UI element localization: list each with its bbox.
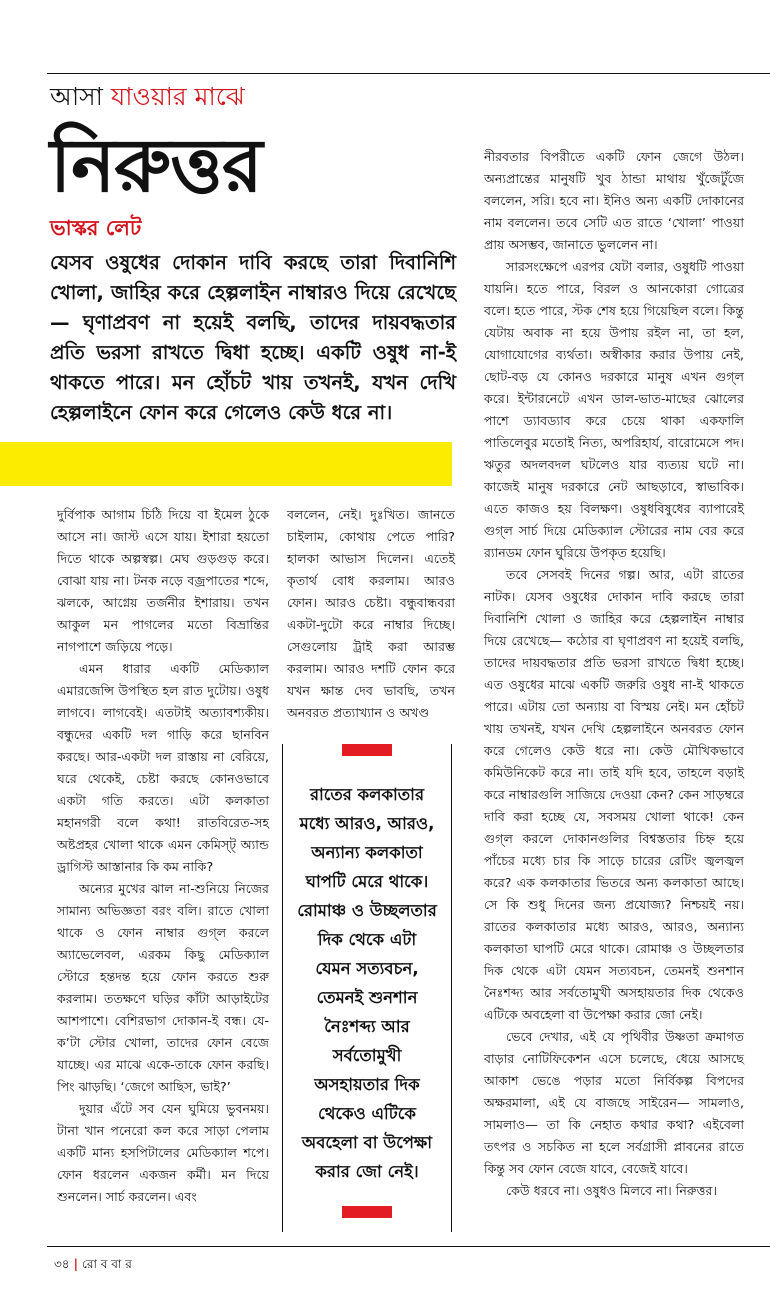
pull-quote-line: রাতের কলকাতার (309, 785, 425, 804)
pull-quote-line: অন্যান্য কলকাতা (311, 843, 423, 862)
paragraph: কেউ ধরবে না। ওষুধও মিলবে না। নিরুত্তর। (506, 1183, 717, 1198)
pull-quote-box (282, 744, 452, 1232)
kicker-red: যাওয়ার মাঝে (110, 82, 245, 111)
paragraph: ভেবে দেখার, এই যে পৃথিবীর উষ্ণতা ক্রমাগত বাড়ার নোটিফিকেশন এসে চলেছে, ধেয়ে আসছে আকাশ ভেঙে পড়ার মতো নির্বিকল্প বিপদের অক্ষরমালা, এই যে বাজছে সাইরেন— সামলাও, সামলাও— তা কি নেহাত কথার কথা? এইবেলা তৎপর ও সচকিত না হলে সর্বগ্রাসী প্লাবনের রাতে কিন্তু সব ফোন বেজে যাবে, বেজেই যাবে। (484, 1029, 744, 1176)
pull-quote-line: তেমনই শুনশান (316, 988, 418, 1007)
page-number: ৩৪ (54, 1257, 70, 1271)
right-area (484, 146, 744, 1202)
pull-quote-line: ঘাপটি মেরে থাকে। (305, 872, 429, 891)
paragraph: দুর্বিপাক আগাম চিঠি দিয়ে বা ইমেল ঠুকে আসে না। জাস্ট এসে যায়। ইশারা হয়তো দিতে থাকে অল্পস্বল্প। মেঘ গুড়গুড় করে। বোঝা যায় না। টনক নড়ে বজ্রপাতের শব্দে, ঝলকে, আগ্নেয় তর্জনীর ইশারায়। তখন আকুল মন পাগলের মতো বিভ্রান্তির নাগপাশে জড়িয়ে পড়ে। (57, 507, 269, 654)
paragraph: এমন ধারার একটি মেডিক্যাল এমারজেন্সি উপস্থিত হল রাত দুটোয়। ওষুধ লাগবে। লাগবেই। এতটাই অত্যাবশ্যকীয়। বন্ধুদের একটি দল গাড়ি করে ছানবিন করছে। আর-একটা দল রাস্তায় না বেরিয়ে, ঘরে থেকেই, চেষ্টা করছে কোনওভাবে একটা গতি করতে। এটা কলকাতা মহানগরী বলে কথা! রাতবিরেত-সহ অষ্টপ্রহর খোলা থাকে এমন কেমিস্ট্‌ অ্যান্ড ড্রাগিস্ট আস্তানার কি কম নাকি? (57, 661, 269, 874)
paragraph: সারসংক্ষেপে এরপর যেটা বলার, ওষুধটি পাওয়া যায়নি। হতে পারে, বিরল ও আনকোরা গোত্রের বলে। হতে পারে, স্টক শেষ হয়ে গিয়েছিল বলে। কিন্তু যেটায় অবাক না হয়ে উপায় রইল না, তা হল, যোগাযোগের ব্যর্থতা। অস্বীকার করার উপায় নেই, ছোট-বড় যে কোনও দরকারে মানুষ এখন গুগ্‌ল করে। ইন্টারনেটে এখন ডাল-ভাত-মাছের ঝোলের পাশে ড্যাবড্যাব করে চেয়ে থাকা একফালি পাতিলেবুর মতোই নিত্য, অপরিহার্য, বারোমেসে পদ। ঋতুর অদলবদল ঘটলেও যার ব্যত্যয় ঘটে না। কাজেই মানুষ দরকারে নেট আছড়াবে, স্বাভাবিক। এতে কাজও হয় বিলক্ষণ। ওষুধবিষুধের ব্যাপারেই গুগ্‌ল সার্চ দিয়ে মেডিক্যাল স্টোরের নাম বের করে র‍্যানডম ফোন ঘুরিয়ে উপকৃত হয়েছি। (484, 259, 744, 560)
body-column-1 (57, 504, 269, 1232)
pull-quote-line: নৈঃশব্দ্য আর (324, 1017, 410, 1036)
pull-quote-line: করার জো নেই। (315, 1162, 419, 1181)
body-column-2 (287, 504, 455, 724)
pull-quote (287, 756, 447, 1206)
pull-quote-line: মধ্যে আরও, আরও, (299, 814, 435, 833)
footer-separator: | (73, 1257, 78, 1271)
pull-quote-line: রোমাঞ্চ ও উচ্ছলতার (297, 901, 437, 920)
magazine-name: রো ব বা র (81, 1257, 132, 1271)
left-area (0, 74, 460, 1232)
pull-quote-line: অবহেলা বা উপেক্ষা (301, 1133, 433, 1152)
pull-quote-line: থেকেও এটিকে (318, 1104, 416, 1123)
pull-quote-line: দিক থেকে এটা (317, 930, 417, 949)
headline: নিরুত্তর (50, 123, 262, 209)
paragraph: অন্যের মুখের ঝাল না-শুনিয়ে নিজের সামান্য অভিজ্ঞতা বরং বলি। রাতে খোলা থাকে ও ফোন নাম্বার গুগ্‌ল করলে অ্যাভেলেবল, এরকম কিছু মেডিক্যাল স্টোরে হন্তদন্ত হয়ে ফোন করতে শুরু করলাম। ততক্ষণে ঘড়ির কাঁটা আড়াইটের আশপাশে। বেশিরভাগ দোকান-ই বন্ধ। যে-ক’টা স্টোর খোলা, তাদের ফোন বেজে যাচ্ছে। এর মাঝে একে-তাকে ফোন করছি। পিং ঝাড়ছি। ‘জেগে আছিস, ভাই?’ (57, 881, 269, 1094)
pull-quote-top-bar (342, 744, 392, 756)
page-footer (54, 1255, 770, 1273)
paragraph: নীরবতার বিপরীতে একটি ফোন জেগে উঠল। অন্যপ্রান্তের মানুষটি খুব ঠান্ডা মাথায় খুঁজেটুঁজে বললেন, সরি। হবে না। ইনিও অন্য একটি দোকানের নাম বললেন। তবে সেটি এত রাতে ‘খোলা’ পাওয়া প্রায় অসম্ভব, জানাতে ভুললেন না। (484, 149, 744, 252)
pull-quote-line: অসহায়তার দিক (314, 1075, 420, 1094)
deck-standfirst: যেসব ওষুধের দোকান দাবি করছে তারা দিবানিশি খোলা, জাহির করে হেল্পলাইন নাম্বারও দিয়ে রেখেছে— ঘৃণাপ্রবণ না হয়েই বলছি, তাদের দায়বদ্ধতার প্রতি ভরসা রাখতে দ্বিধা হচ্ছে। একটি ওষুধ না-ই থাকতে পারে। মন হোঁচট খায় তখনই, যখন দেখি হেল্পলাইনে ফোন করে গেলেও কেউ ধরে না। (50, 251, 456, 424)
paragraph: তবে সেসবই দিনের গল্প। আর, এটা রাতের নাটক। যেসব ওষুধের দোকান দাবি করছে তারা দিবানিশি খোলা ও জাহির করে হেল্পলাইন নাম্বার দিয়ে রেখেছে— কঠোর বা ঘৃণাপ্রবণ না হয়েই বলছি, তাদের দায়বদ্ধতার প্রতি ভরসা রাখতে দ্বিধা হচ্ছে। এত ওষুধের মাঝে একটি জরুরি ওষুধ না-ই থাকতে পারে। এটায় তো অন্যায় বা বিস্ময় নেই। মন হোঁচট খায় তখনই, যখন দেখি হেল্পলাইনে অনবরত ফোন করে গেলেও কেউ ধরে না। কেউ মৌখিকভাবে কমিউনিকেট করে না। তাই যদি হবে, তাহলে বড়াই করে নাম্বারগুলি সাজিয়ে দেওয়া কেন? কেন সাড়ম্বরে দাবি করা হচ্ছে যে, সবসময় খোলা থাকে! কেন গুগ্‌ল করলে দোকানগুলির বিশ্বস্ততার চিহ্ন হয়ে পাঁচের মধ্যে চার কি সাড়ে চারের রেটিং জ্বলজ্বল করে? এক কলকাতার ভিতরে অন্য কলকাতা আছে। সে কি শুধু দিনের জন্য প্রযোজ্য? নিশ্চয়ই নয়। রাতের কলকাতার মধ্যে আরও, আরও, অন্যান্য কলকাতা ঘাপটি মেরে থাকে। রোমাঞ্চ ও উচ্ছলতার দিক থেকে এটা যেমন সত্যবচন, তেমনই শুনশান নৈঃশব্দ্য আর সর্বতোমুখী অসহায়তার দিক থেকেও এটিকে অবহেলা বা উপেক্ষা করার জো নেই। (484, 567, 744, 1022)
bottom-rule (47, 1246, 770, 1247)
kicker-black: আসা (50, 82, 103, 111)
paragraph: বললেন, নেই। দুঃখিত। জানতে চাইলাম, কোথায় পেতে পারি? হালকা আভাস দিলেন। এতেই কৃতার্থ বোধ করলাম। আরও ফোন। আরও চেষ্টা। বন্ধুবান্ধবরা একটা-দুটো করে নাম্বার দিচ্ছে। সেগুলোয় ট্রাই করা আরম্ভ করলাম। আরও দশটি ফোন করে যখন ক্ষান্ত দেব ভাবছি, তখন অনবরত প্রত্যাখ্যান ও অখণ্ড (287, 507, 455, 720)
byline: ভাস্কর লেট (50, 216, 142, 240)
paragraph: দুয়ার এঁটে সব যেন ঘুমিয়ে ভুবনময়। টানা খান পনেরো কল করে সাড়া পেলাম একটি মান্য হসপিটালের মেডিক্যাল শপে। ফোন ধরলেন একজন কর্মী। মন দিয়ে শুনলেন। সার্চ করলেন। এবং (57, 1101, 269, 1204)
pull-quote-line: যেমন সত্যবচন, (315, 959, 419, 978)
pull-quote-bottom-bar (342, 1206, 392, 1218)
section-kicker (50, 80, 456, 114)
yellow-band (0, 442, 452, 486)
pull-quote-line: সর্বতোমুখী (332, 1046, 402, 1065)
body-column-right (484, 146, 744, 1202)
